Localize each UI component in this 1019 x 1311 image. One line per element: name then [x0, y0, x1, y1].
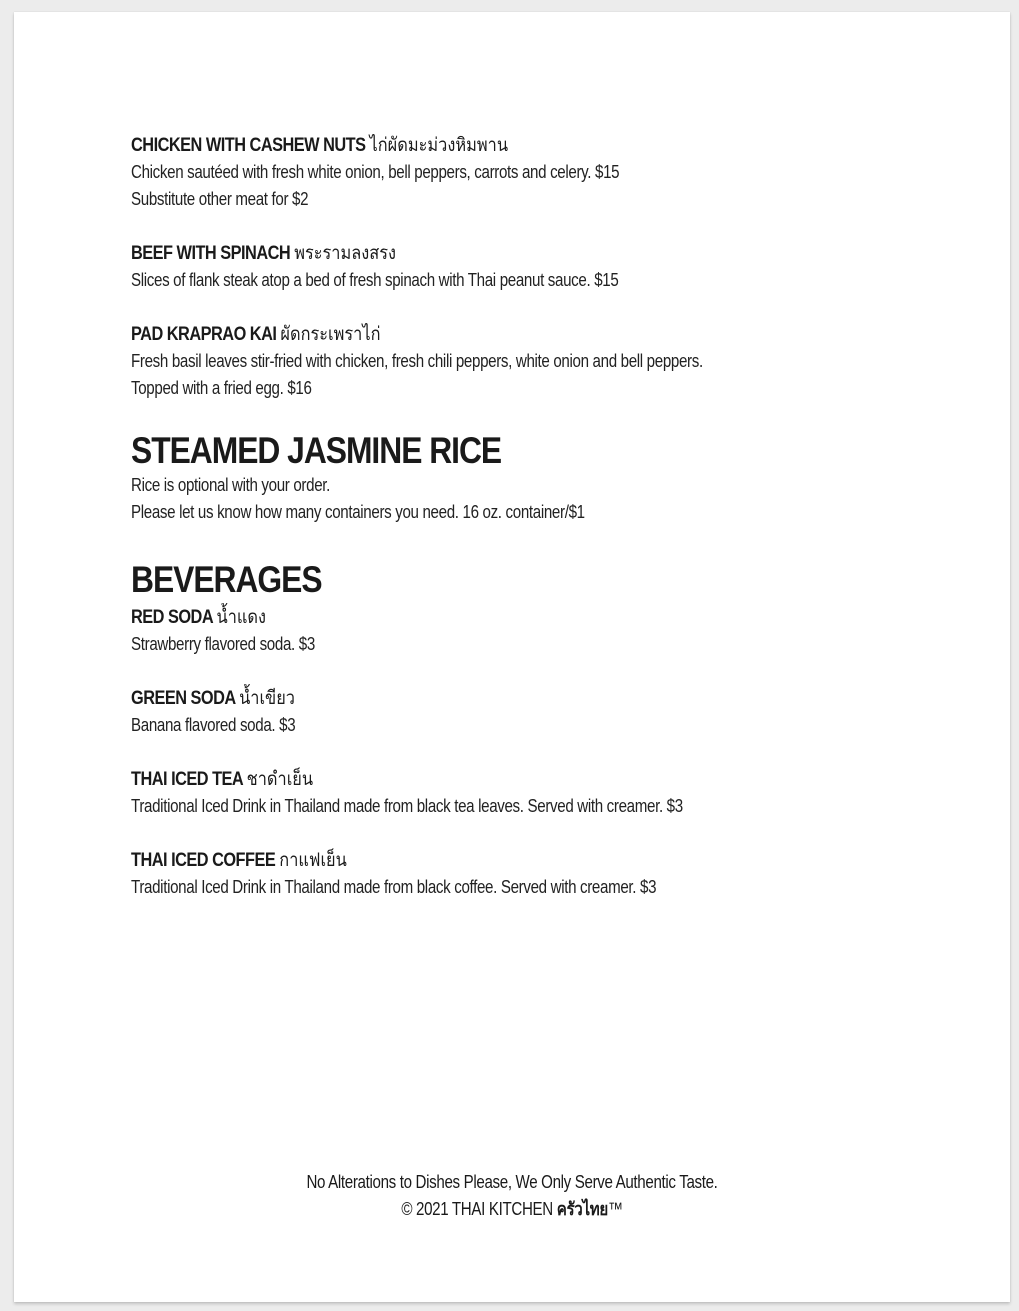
item-description: Chicken sautéed with fresh white onion, bell peppers, carrots and celery. $15	[131, 162, 620, 182]
item-thai-name: น้ำเขียว	[239, 688, 295, 709]
beverage-item-red-soda	[131, 604, 931, 658]
item-description: Substitute other meat for $2	[131, 189, 309, 209]
section-title: BEVERAGES	[131, 559, 322, 600]
item-title	[131, 132, 819, 159]
item-thai-name: น้ำแดง	[216, 607, 267, 628]
item-description: Topped with a fried egg. $16	[131, 378, 312, 398]
rice-section	[131, 430, 931, 526]
item-thai-name: ชาดำเย็น	[246, 769, 314, 790]
section-title: STEAMED JASMINE RICE	[131, 430, 502, 471]
menu-page	[14, 12, 1010, 1302]
item-title	[131, 766, 819, 793]
item-name: BEEF WITH SPINACH	[131, 243, 291, 264]
beverages-section-heading	[131, 559, 931, 601]
item-thai-name: ผัดกระเพราไก่	[280, 324, 381, 345]
rice-description: Please let us know how many containers you need. 16 oz. container/$1	[131, 502, 585, 522]
item-thai-name: กาแฟเย็น	[279, 850, 347, 871]
item-title	[131, 604, 819, 631]
beverage-item-thai-iced-tea	[131, 766, 931, 820]
beverage-item-green-soda	[131, 685, 931, 739]
item-description: Banana flavored soda. $3	[131, 715, 296, 735]
item-name: THAI ICED COFFEE	[131, 850, 276, 871]
trademark-symbol: ™	[607, 1199, 623, 1219]
item-description: Slices of flank steak atop a bed of fresh spinach with Thai peanut sauce. $15	[131, 270, 619, 290]
footer-notice: No Alterations to Dishes Please, We Only Serve Authentic Taste.	[306, 1172, 718, 1192]
item-name: CHICKEN WITH CASHEW NUTS	[131, 135, 366, 156]
brand-thai-name: ครัวไทย	[556, 1199, 608, 1219]
page-footer	[14, 1169, 1010, 1223]
item-description: Fresh basil leaves stir-fried with chicken, fresh chili peppers, white onion and bell peppers.	[131, 351, 703, 371]
item-title	[131, 321, 819, 348]
item-title	[131, 847, 819, 874]
menu-item-chicken-cashew	[131, 132, 931, 213]
menu-item-beef-spinach	[131, 240, 931, 294]
item-name: PAD KRAPRAO KAI	[131, 324, 277, 345]
item-name: THAI ICED TEA	[131, 769, 243, 790]
item-title	[131, 685, 819, 712]
item-thai-name: ไก่ผัดมะม่วงหิมพาน	[369, 135, 508, 156]
item-description: Traditional Iced Drink in Thailand made from black coffee. Served with creamer. $3	[131, 877, 657, 897]
rice-description: Rice is optional with your order.	[131, 475, 331, 495]
item-name: GREEN SODA	[131, 688, 236, 709]
footer-copyright	[94, 1196, 931, 1223]
menu-item-pad-kraprao	[131, 321, 931, 402]
beverage-item-thai-iced-coffee	[131, 847, 931, 901]
item-description: Traditional Iced Drink in Thailand made from black tea leaves. Served with creamer. $3	[131, 796, 683, 816]
item-description: Strawberry flavored soda. $3	[131, 634, 315, 654]
item-name: RED SODA	[131, 607, 213, 628]
item-thai-name: พระรามลงสรง	[294, 243, 396, 264]
copyright-text: © 2021 THAI KITCHEN	[401, 1199, 553, 1219]
item-title	[131, 240, 819, 267]
